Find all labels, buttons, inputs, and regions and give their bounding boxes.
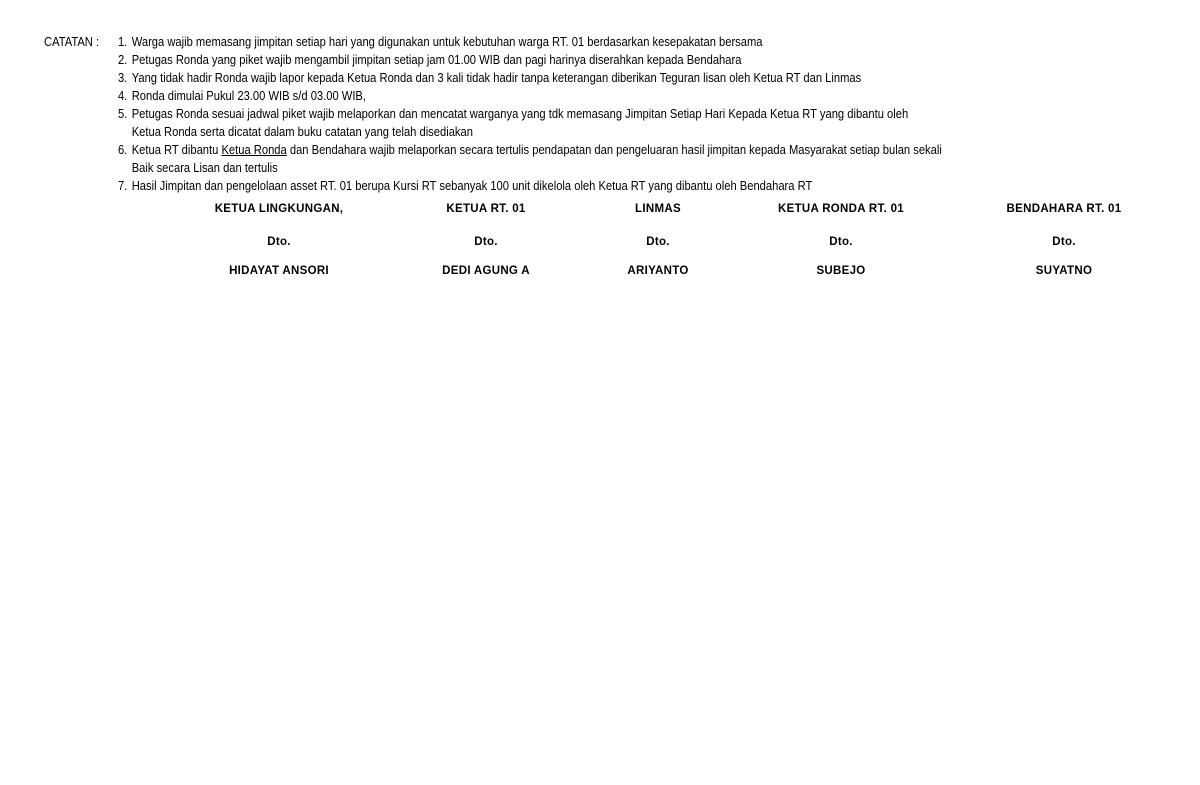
signatory-name: HIDAYAT ANSORI [229,265,329,277]
note-text: Hasil Jimpitan dan pengelolaan asset RT. 01 berupa Kursi RT sebanyak 100 unit dikelola oleh Ketua RT yang dibantu oleh Bendahara RT [131,178,813,193]
note-number: 6. [117,142,128,157]
signatory-dto-row [0,236,1200,252]
signatory-title: LINMAS [635,203,681,215]
note-text-part-a: Ketua RT dibantu [131,142,219,157]
note-number: 7. [117,178,128,193]
note-text-continuation: Baik secara Lisan dan tertulis [131,160,278,175]
signatory-title: BENDAHARA RT. 01 [1006,203,1122,215]
note-number: 2. [117,52,128,67]
note-number: 5. [117,106,128,121]
signature-dto: Dto. [646,236,670,248]
signature-dto: Dto. [829,236,853,248]
notes-list [118,33,1150,195]
note-number: 4. [117,88,128,103]
note-text: Petugas Ronda sesuai jadwal piket wajib melaporkan dan mencatat warganya yang tdk memasang Jimpitan Setiap Hari Kepada Ketua RT yang dibantu oleh [131,106,909,121]
note-number: 1. [117,34,128,49]
signatory-name: DEDI AGUNG A [442,265,530,277]
note-item-7 [118,177,1150,195]
signatory-title: KETUA RONDA RT. 01 [778,203,904,215]
note-item-5 [118,105,1150,141]
notes-label: CATATAN : [44,34,100,49]
signatory-title: KETUA RT. 01 [446,203,526,215]
signatory-titles-row [0,203,1200,219]
signature-dto: Dto. [267,236,291,248]
signatory-name: SUBEJO [816,265,866,277]
signature-dto: Dto. [1052,236,1076,248]
note-text-continuation: Ketua Ronda serta dicatat dalam buku catatan yang telah disediakan [131,124,473,139]
note-item-1 [118,33,1150,51]
note-text-part-b: dan Bendahara wajib melaporkan secara tertulis pendapatan dan pengeluaran hasil jimpitan kepada Masyarakat setiap bulan sekali [289,142,942,157]
note-item-6 [118,141,1150,177]
note-text [118,141,1150,159]
note-text: Petugas Ronda yang piket wajib mengambil jimpitan setiap jam 01.00 WIB dan pagi harinya diserahkan kepada Bendahara [131,52,742,67]
signatory-name: ARIYANTO [627,265,689,277]
note-number: 3. [117,70,128,85]
signatory-title: KETUA LINGKUNGAN, [214,203,344,215]
note-text: Ronda dimulai Pukul 23.00 WIB s/d 03.00 WIB, [131,88,367,103]
note-item-2 [118,51,1150,69]
note-underlined-text: Ketua Ronda [221,142,287,157]
note-item-3 [118,69,1150,87]
note-text: Yang tidak hadir Ronda wajib lapor kepada Ketua Ronda dan 3 kali tidak hadir tanpa keterangan diberikan Teguran lisan oleh Ketua RT dan Linmas [131,70,862,85]
note-text: Warga wajib memasang jimpitan setiap hari yang digunakan untuk kebutuhan warga RT. 01 berdasarkan kesepakatan bersama [131,34,763,49]
signatory-name: SUYATNO [1035,265,1093,277]
signatory-names-row [0,265,1200,281]
signature-dto: Dto. [474,236,498,248]
note-item-4 [118,87,1150,105]
